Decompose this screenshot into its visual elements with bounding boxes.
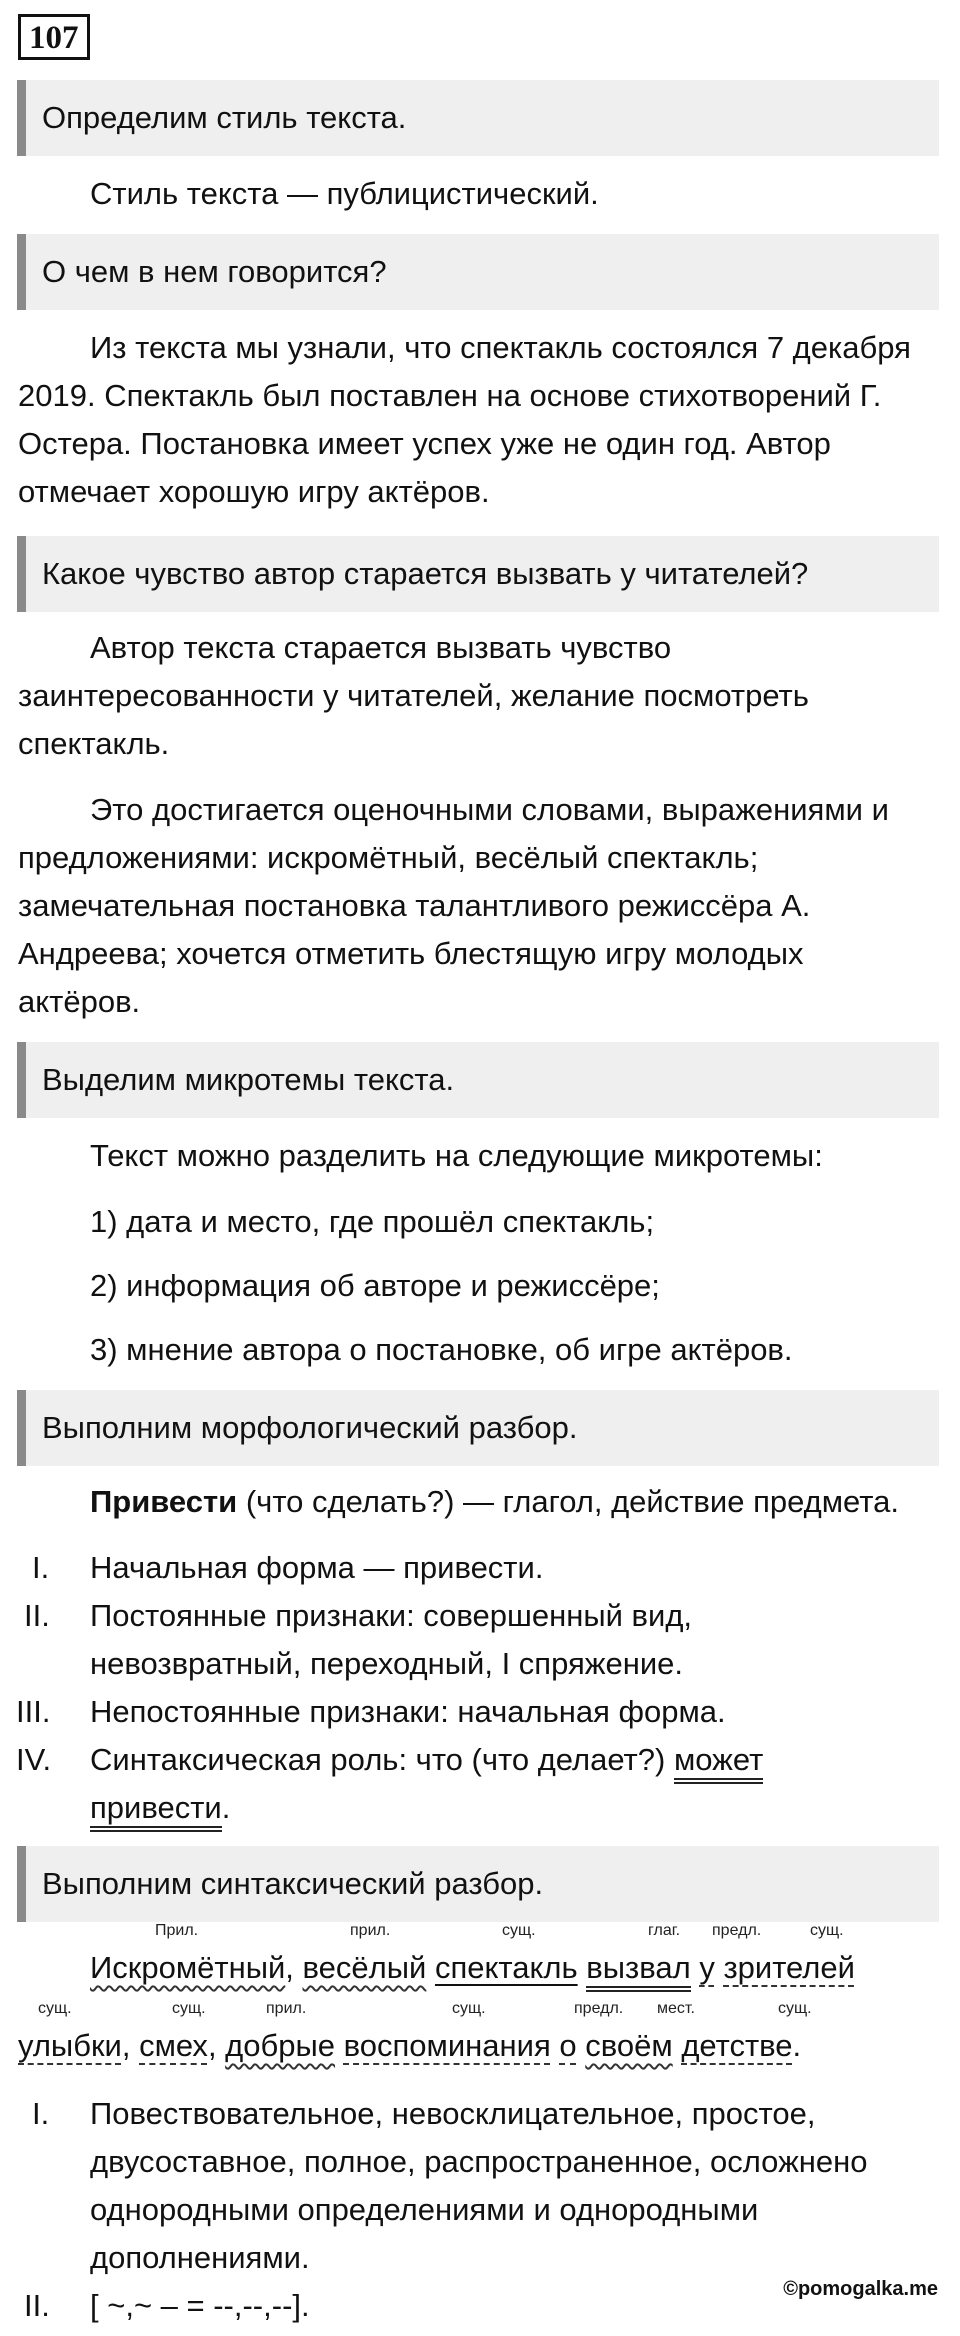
answer-topic-line-4: отмечает хорошую игру актёров. xyxy=(18,474,490,509)
answer-style: Стиль текста — публицистический. xyxy=(90,176,599,211)
morph-item-text: Постоянные признаки: совершенный вид, xyxy=(90,1598,693,1633)
task-number: 107 xyxy=(18,14,90,60)
circumstance-preposition: о xyxy=(559,2028,577,2063)
question-topic: О чем в нем говорится? xyxy=(17,234,939,310)
morph-item-text: Непостоянные признаки: начальная форма. xyxy=(90,1694,726,1729)
space xyxy=(578,1950,587,1985)
synt-item-text: двусоставное, полное, распространенное, осложнено xyxy=(90,2144,868,2179)
morph-description: (что сделать?) — глагол, действие предмета. xyxy=(237,1484,899,1519)
morph-word: Привести xyxy=(90,1484,238,1519)
punct: . xyxy=(792,2028,802,2063)
morph-item-text xyxy=(90,1784,230,1832)
morph-item-text: невозвратный, переходный, I спряжение. xyxy=(90,1646,684,1681)
subject-word: спектакль xyxy=(434,1950,578,1985)
pos-tag: мест. xyxy=(657,2000,695,2017)
predicate-word: привести xyxy=(90,1790,222,1832)
microtheme-item: 3) мнение автора о постановке, об игре актёров. xyxy=(90,1332,793,1367)
object-word: воспоминания xyxy=(343,2028,551,2063)
morph-item-text: Начальная форма — привести. xyxy=(90,1550,544,1585)
question-microthemes: Выделим микротемы текста. xyxy=(17,1042,939,1118)
pos-tag: предл. xyxy=(712,1922,762,1939)
morph-item-number: IV. xyxy=(16,1742,52,1777)
answer-means-line-3: замечательная постановка талантливого режиссёра А. xyxy=(18,888,811,923)
object-word: смех xyxy=(139,2028,208,2063)
morph-item-number: I. xyxy=(32,1550,50,1585)
pos-tag: сущ. xyxy=(38,2000,72,2017)
watermark: ©pomogalka.me xyxy=(783,2278,938,2300)
microtheme-item: 2) информация об авторе и режиссёре; xyxy=(90,1268,660,1303)
answer-feeling-line-3: спектакль. xyxy=(18,726,170,761)
pos-tag: прил. xyxy=(266,2000,307,2017)
predicate-word: вызвал xyxy=(586,1950,690,1992)
predicate-word: может xyxy=(674,1742,763,1784)
object-word: детстве xyxy=(681,2028,793,2063)
question-feeling: Какое чувство автор старается вызвать у читателей? xyxy=(17,536,939,612)
answer-feeling-line-2: заинтересованности у читателей, желание посмотреть xyxy=(18,678,809,713)
synt-scheme: [ ~,~ – = --,--,--]. xyxy=(90,2288,310,2323)
synt-item-text: дополнениями. xyxy=(90,2240,310,2275)
pos-tag: сущ. xyxy=(452,2000,486,2017)
pos-tag: Прил. xyxy=(155,1922,199,1939)
morph-end: . xyxy=(221,1790,231,1825)
pos-tag: сущ. xyxy=(810,1922,844,1939)
synt-item-number: II. xyxy=(24,2288,50,2323)
answer-topic-line-1: Из текста мы узнали, что спектакль состоялся 7 декабря xyxy=(90,330,911,365)
morph-item-number: III. xyxy=(16,1694,51,1729)
punct: , xyxy=(285,1950,303,1985)
answer-means-line-4: Андреева; хочется отметить блестящую игру молодых xyxy=(18,936,804,971)
question-style: Определим стиль текста. xyxy=(17,80,939,156)
syntax-sentence-line-2 xyxy=(18,2022,801,2070)
morph-role-text: Синтаксическая роль: что (что делает?) xyxy=(90,1742,674,1777)
attribute-word: своём xyxy=(585,2028,673,2063)
question-syntax: Выполним синтаксический разбор. xyxy=(17,1846,939,1922)
pos-tag: сущ. xyxy=(502,1922,536,1939)
morph-item-text xyxy=(90,1736,763,1784)
synt-item-text: однородными определениями и однородными xyxy=(90,2192,759,2227)
pos-tag: сущ. xyxy=(172,2000,206,2017)
answer-topic-line-3: Остера. Постановка имеет успех уже не один год. Автор xyxy=(18,426,831,461)
answer-means-line-1: Это достигается оценочными словами, выражениями и xyxy=(90,792,889,827)
space xyxy=(577,2028,586,2063)
attribute-word: весёлый xyxy=(302,1950,427,1985)
object-word: зрителей xyxy=(723,1950,855,1985)
synt-item-text: Повествовательное, невосклицательное, простое, xyxy=(90,2096,816,2131)
punct: , xyxy=(207,2028,226,2063)
space xyxy=(335,2028,344,2063)
answer-means-line-5: актёров. xyxy=(18,984,141,1019)
answer-means-line-2: предложениями: искромётный, весёлый спектакль; xyxy=(18,840,759,875)
object-word: улыбки xyxy=(18,2028,122,2063)
syntax-sentence-line-1 xyxy=(90,1944,855,1992)
microtheme-item: 1) дата и место, где прошёл спектакль; xyxy=(90,1204,655,1239)
question-morphology: Выполним морфологический разбор. xyxy=(17,1390,939,1466)
space xyxy=(426,1950,435,1985)
pos-tag: глаг. xyxy=(648,1922,681,1939)
answer-topic-line-2: 2019. Спектакль был поставлен на основе стихотворений Г. xyxy=(18,378,882,413)
object-preposition: у xyxy=(699,1950,715,1985)
attribute-word: добрые xyxy=(225,2028,336,2063)
pos-tag: прил. xyxy=(350,1922,391,1939)
pos-tag: сущ. xyxy=(778,2000,812,2017)
punct: , xyxy=(121,2028,140,2063)
morph-item-number: II. xyxy=(24,1598,50,1633)
microthemes-intro: Текст можно разделить на следующие микротемы: xyxy=(90,1138,823,1173)
synt-item-number: I. xyxy=(32,2096,50,2131)
pos-tag: предл. xyxy=(574,2000,624,2017)
answer-feeling-line-1: Автор текста старается вызвать чувство xyxy=(90,630,672,665)
morph-heading xyxy=(90,1478,899,1526)
attribute-word: Искромётный xyxy=(90,1950,286,1985)
